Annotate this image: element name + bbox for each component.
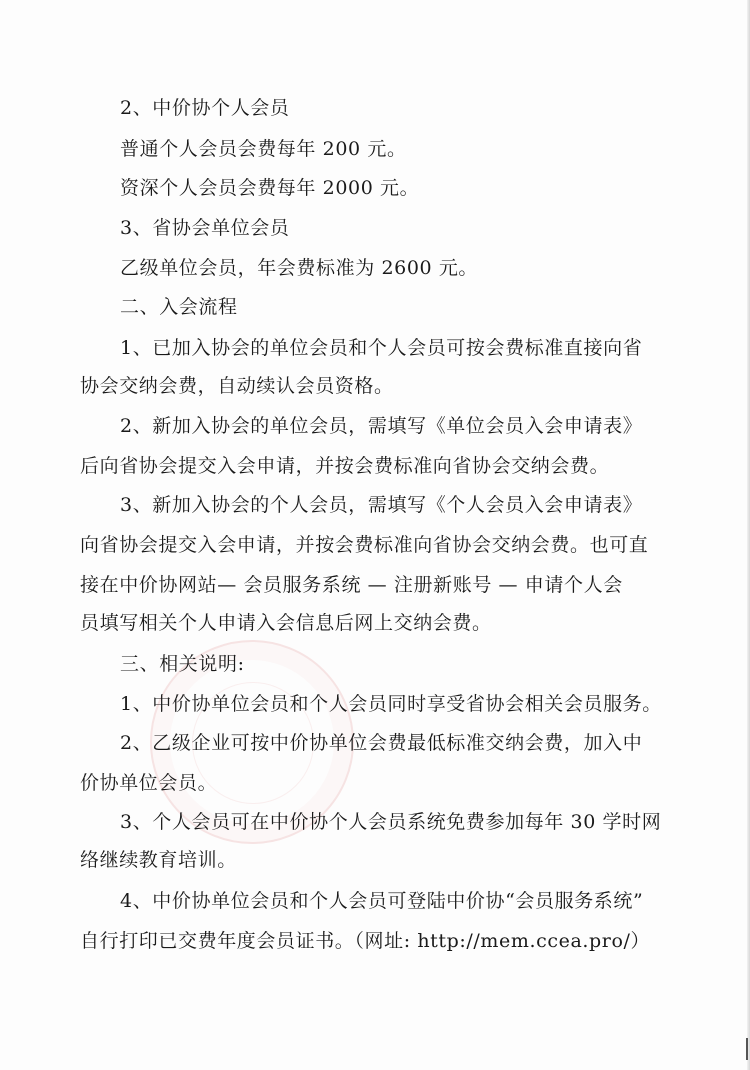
paragraph-line: 协会交纳会费，自动续认会员资格。 [80, 375, 394, 397]
scan-edge-mark [746, 1038, 748, 1060]
paragraph-line: 后向省协会提交入会申请，并按会费标准向省协会交纳会费。 [80, 455, 610, 477]
paragraph-line: 资深个人会员会费每年 2000 元。 [120, 177, 420, 199]
paragraph-line: 络继续教育培训。 [80, 849, 237, 871]
paragraph-line: 员填写相关个人申请入会信息后网上交纳会费。 [80, 612, 492, 634]
paragraph-line: 接在中价协网站— 会员服务系统 — 注册新账号 — 申请个人会 [80, 574, 623, 596]
paragraph-line: 自行打印已交费年度会员证书。（网址: http://mem.ccea.pro/） [80, 930, 651, 952]
section-heading-membership-process: 二、入会流程 [120, 296, 238, 318]
paragraph-line: 3、个人会员可在中价协个人会员系统免费参加每年 30 学时网 [120, 811, 662, 833]
section-heading-related-notes: 三、相关说明: [120, 653, 245, 675]
paragraph-line: 1、中价协单位会员和个人会员同时享受省协会相关会员服务。 [120, 693, 662, 715]
paragraph-line: 2、乙级企业可按中价协单位会费最低标准交纳会费，加入中 [120, 732, 643, 754]
heading-provincial-unit-members: 3、省协会单位会员 [120, 217, 290, 239]
paragraph-line: 乙级单位会员，年会费标准为 2600 元。 [120, 257, 479, 279]
paragraph-line: 1、已加入协会的单位会员和个人会员可按会费标准直接向省 [120, 337, 643, 359]
heading-individual-members: 2、中价协个人会员 [120, 97, 290, 119]
paragraph-line: 价协单位会员。 [80, 772, 218, 794]
paragraph-line: 3、新加入协会的个人会员，需填写《个人会员入会申请表》 [120, 494, 643, 516]
paragraph-line: 向省协会提交入会申请，并按会费标准向省协会交纳会费。也可直 [80, 534, 649, 556]
paragraph-line: 4、中价协单位会员和个人会员可登陆中价协“会员服务系统” [120, 890, 644, 912]
paragraph-line: 普通个人会员会费每年 200 元。 [120, 138, 407, 160]
paragraph-line: 2、新加入协会的单位会员，需填写《单位会员入会申请表》 [120, 415, 643, 437]
